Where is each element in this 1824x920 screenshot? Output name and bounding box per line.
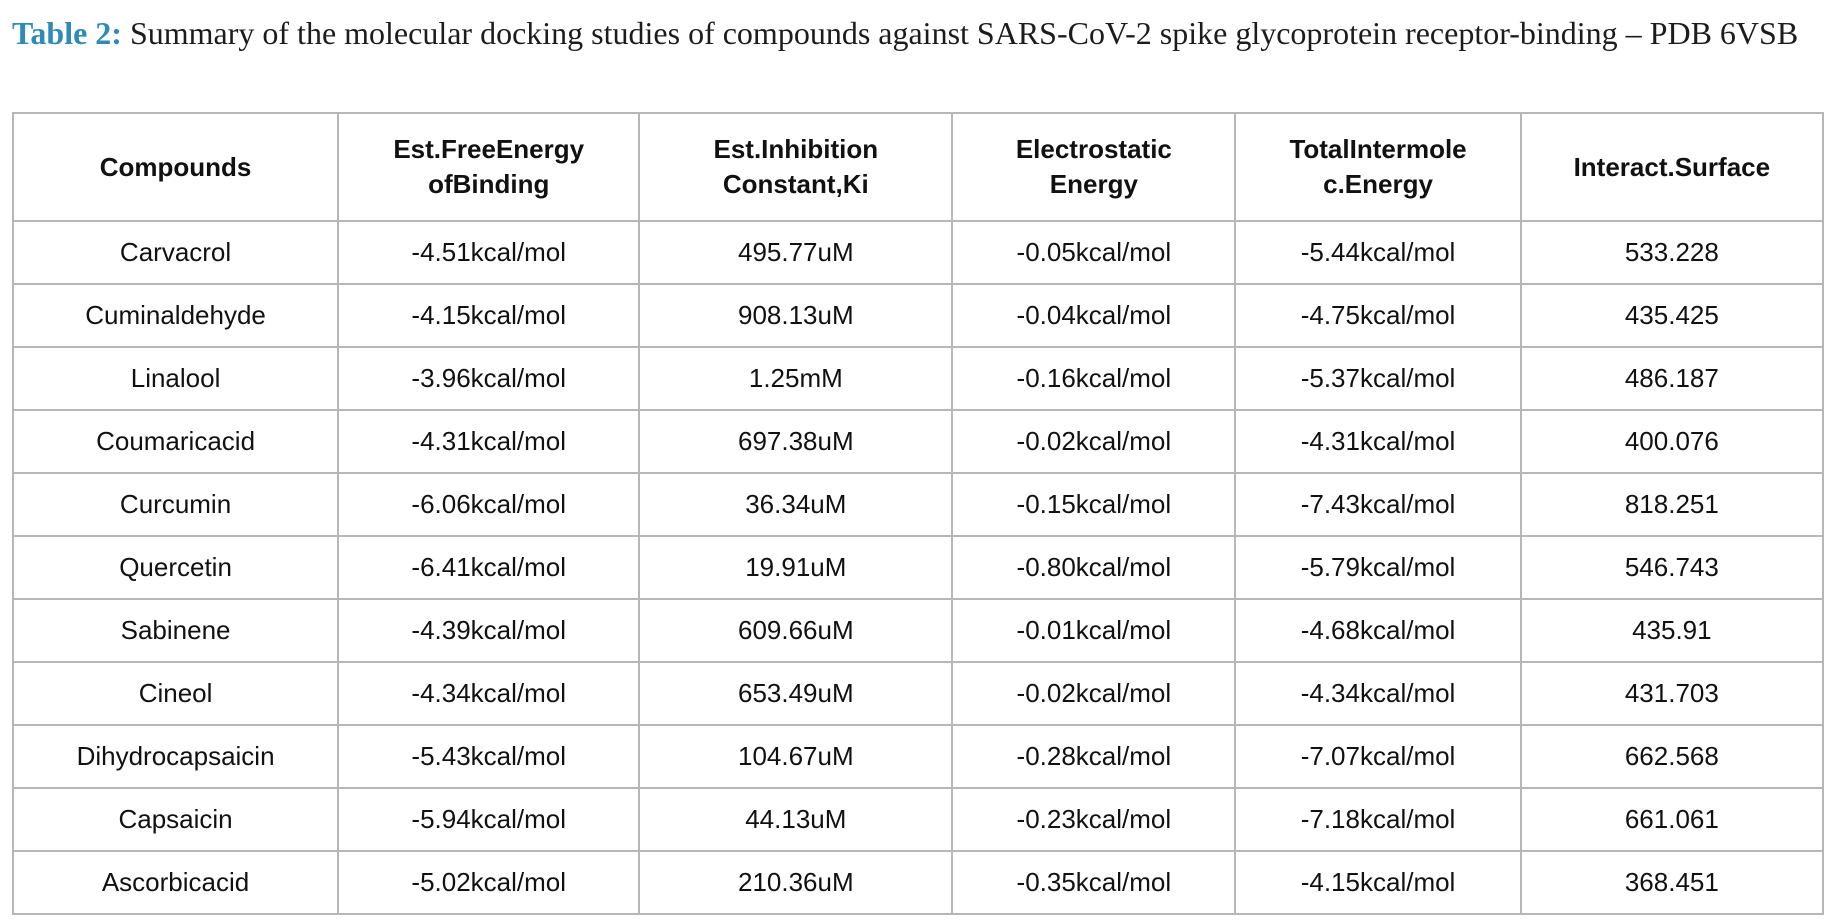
table-caption-label: Table 2:	[12, 15, 122, 51]
header-interact-surface: Interact.Surface	[1521, 113, 1823, 221]
cell-electrostatic-energy: -0.05kcal/mol	[952, 221, 1235, 284]
cell-free-energy: -5.94kcal/mol	[338, 788, 639, 851]
cell-intermolecular-energy: -7.43kcal/mol	[1235, 473, 1520, 536]
table-row	[13, 347, 1823, 410]
cell-inhibition-constant: 908.13uM	[639, 284, 952, 347]
table-caption	[12, 6, 1812, 60]
cell-electrostatic-energy: -0.80kcal/mol	[952, 536, 1235, 599]
table-row	[13, 725, 1823, 788]
cell-interact-surface: 368.451	[1521, 851, 1823, 914]
cell-compound: Curcumin	[13, 473, 338, 536]
cell-electrostatic-energy: -0.23kcal/mol	[952, 788, 1235, 851]
cell-inhibition-constant: 609.66uM	[639, 599, 952, 662]
table-header-row	[13, 113, 1823, 221]
table-body	[13, 221, 1823, 914]
header-compounds: Compounds	[13, 113, 338, 221]
cell-compound: Cineol	[13, 662, 338, 725]
header-free-energy: Est.FreeEnergy ofBinding	[338, 113, 639, 221]
header-intermolecular-energy: TotalIntermole c.Energy	[1235, 113, 1520, 221]
cell-inhibition-constant: 104.67uM	[639, 725, 952, 788]
cell-inhibition-constant: 210.36uM	[639, 851, 952, 914]
cell-interact-surface: 486.187	[1521, 347, 1823, 410]
header-electrostatic-energy: Electrostatic Energy	[952, 113, 1235, 221]
cell-electrostatic-energy: -0.16kcal/mol	[952, 347, 1235, 410]
cell-compound: Capsaicin	[13, 788, 338, 851]
cell-free-energy: -5.43kcal/mol	[338, 725, 639, 788]
cell-intermolecular-energy: -4.34kcal/mol	[1235, 662, 1520, 725]
cell-free-energy: -4.51kcal/mol	[338, 221, 639, 284]
cell-inhibition-constant: 495.77uM	[639, 221, 952, 284]
table-row	[13, 788, 1823, 851]
cell-compound: Coumaricacid	[13, 410, 338, 473]
table-caption-text: Summary of the molecular docking studies of compounds against SARS-CoV-2 spike glycoprotein receptor-binding – PDB 6VSB	[129, 15, 1799, 51]
docking-results-table	[12, 112, 1824, 915]
cell-intermolecular-energy: -5.79kcal/mol	[1235, 536, 1520, 599]
cell-free-energy: -4.34kcal/mol	[338, 662, 639, 725]
cell-inhibition-constant: 19.91uM	[639, 536, 952, 599]
cell-electrostatic-energy: -0.04kcal/mol	[952, 284, 1235, 347]
cell-interact-surface: 661.061	[1521, 788, 1823, 851]
cell-intermolecular-energy: -4.75kcal/mol	[1235, 284, 1520, 347]
table-row	[13, 473, 1823, 536]
cell-interact-surface: 435.425	[1521, 284, 1823, 347]
cell-inhibition-constant: 1.25mM	[639, 347, 952, 410]
cell-compound: Carvacrol	[13, 221, 338, 284]
table-row	[13, 851, 1823, 914]
cell-electrostatic-energy: -0.01kcal/mol	[952, 599, 1235, 662]
cell-electrostatic-energy: -0.15kcal/mol	[952, 473, 1235, 536]
cell-interact-surface: 431.703	[1521, 662, 1823, 725]
cell-compound: Cuminaldehyde	[13, 284, 338, 347]
cell-intermolecular-energy: -5.37kcal/mol	[1235, 347, 1520, 410]
table-row	[13, 284, 1823, 347]
cell-free-energy: -3.96kcal/mol	[338, 347, 639, 410]
cell-intermolecular-energy: -5.44kcal/mol	[1235, 221, 1520, 284]
cell-interact-surface: 533.228	[1521, 221, 1823, 284]
cell-inhibition-constant: 36.34uM	[639, 473, 952, 536]
cell-free-energy: -5.02kcal/mol	[338, 851, 639, 914]
cell-compound: Dihydrocapsaicin	[13, 725, 338, 788]
table-row	[13, 410, 1823, 473]
cell-intermolecular-energy: -7.18kcal/mol	[1235, 788, 1520, 851]
cell-compound: Ascorbicacid	[13, 851, 338, 914]
cell-intermolecular-energy: -4.31kcal/mol	[1235, 410, 1520, 473]
cell-electrostatic-energy: -0.02kcal/mol	[952, 410, 1235, 473]
cell-free-energy: -4.39kcal/mol	[338, 599, 639, 662]
cell-inhibition-constant: 653.49uM	[639, 662, 952, 725]
cell-electrostatic-energy: -0.28kcal/mol	[952, 725, 1235, 788]
cell-intermolecular-energy: -7.07kcal/mol	[1235, 725, 1520, 788]
cell-inhibition-constant: 697.38uM	[639, 410, 952, 473]
cell-interact-surface: 435.91	[1521, 599, 1823, 662]
cell-free-energy: -4.15kcal/mol	[338, 284, 639, 347]
cell-compound: Quercetin	[13, 536, 338, 599]
cell-intermolecular-energy: -4.15kcal/mol	[1235, 851, 1520, 914]
cell-electrostatic-energy: -0.35kcal/mol	[952, 851, 1235, 914]
cell-interact-surface: 818.251	[1521, 473, 1823, 536]
table-row	[13, 599, 1823, 662]
cell-electrostatic-energy: -0.02kcal/mol	[952, 662, 1235, 725]
cell-inhibition-constant: 44.13uM	[639, 788, 952, 851]
table-row	[13, 221, 1823, 284]
table-row	[13, 662, 1823, 725]
cell-free-energy: -4.31kcal/mol	[338, 410, 639, 473]
cell-interact-surface: 400.076	[1521, 410, 1823, 473]
cell-free-energy: -6.41kcal/mol	[338, 536, 639, 599]
cell-compound: Linalool	[13, 347, 338, 410]
header-inhibition-constant: Est.Inhibition Constant,Ki	[639, 113, 952, 221]
table-row	[13, 536, 1823, 599]
cell-free-energy: -6.06kcal/mol	[338, 473, 639, 536]
cell-interact-surface: 662.568	[1521, 725, 1823, 788]
cell-interact-surface: 546.743	[1521, 536, 1823, 599]
cell-intermolecular-energy: -4.68kcal/mol	[1235, 599, 1520, 662]
cell-compound: Sabinene	[13, 599, 338, 662]
